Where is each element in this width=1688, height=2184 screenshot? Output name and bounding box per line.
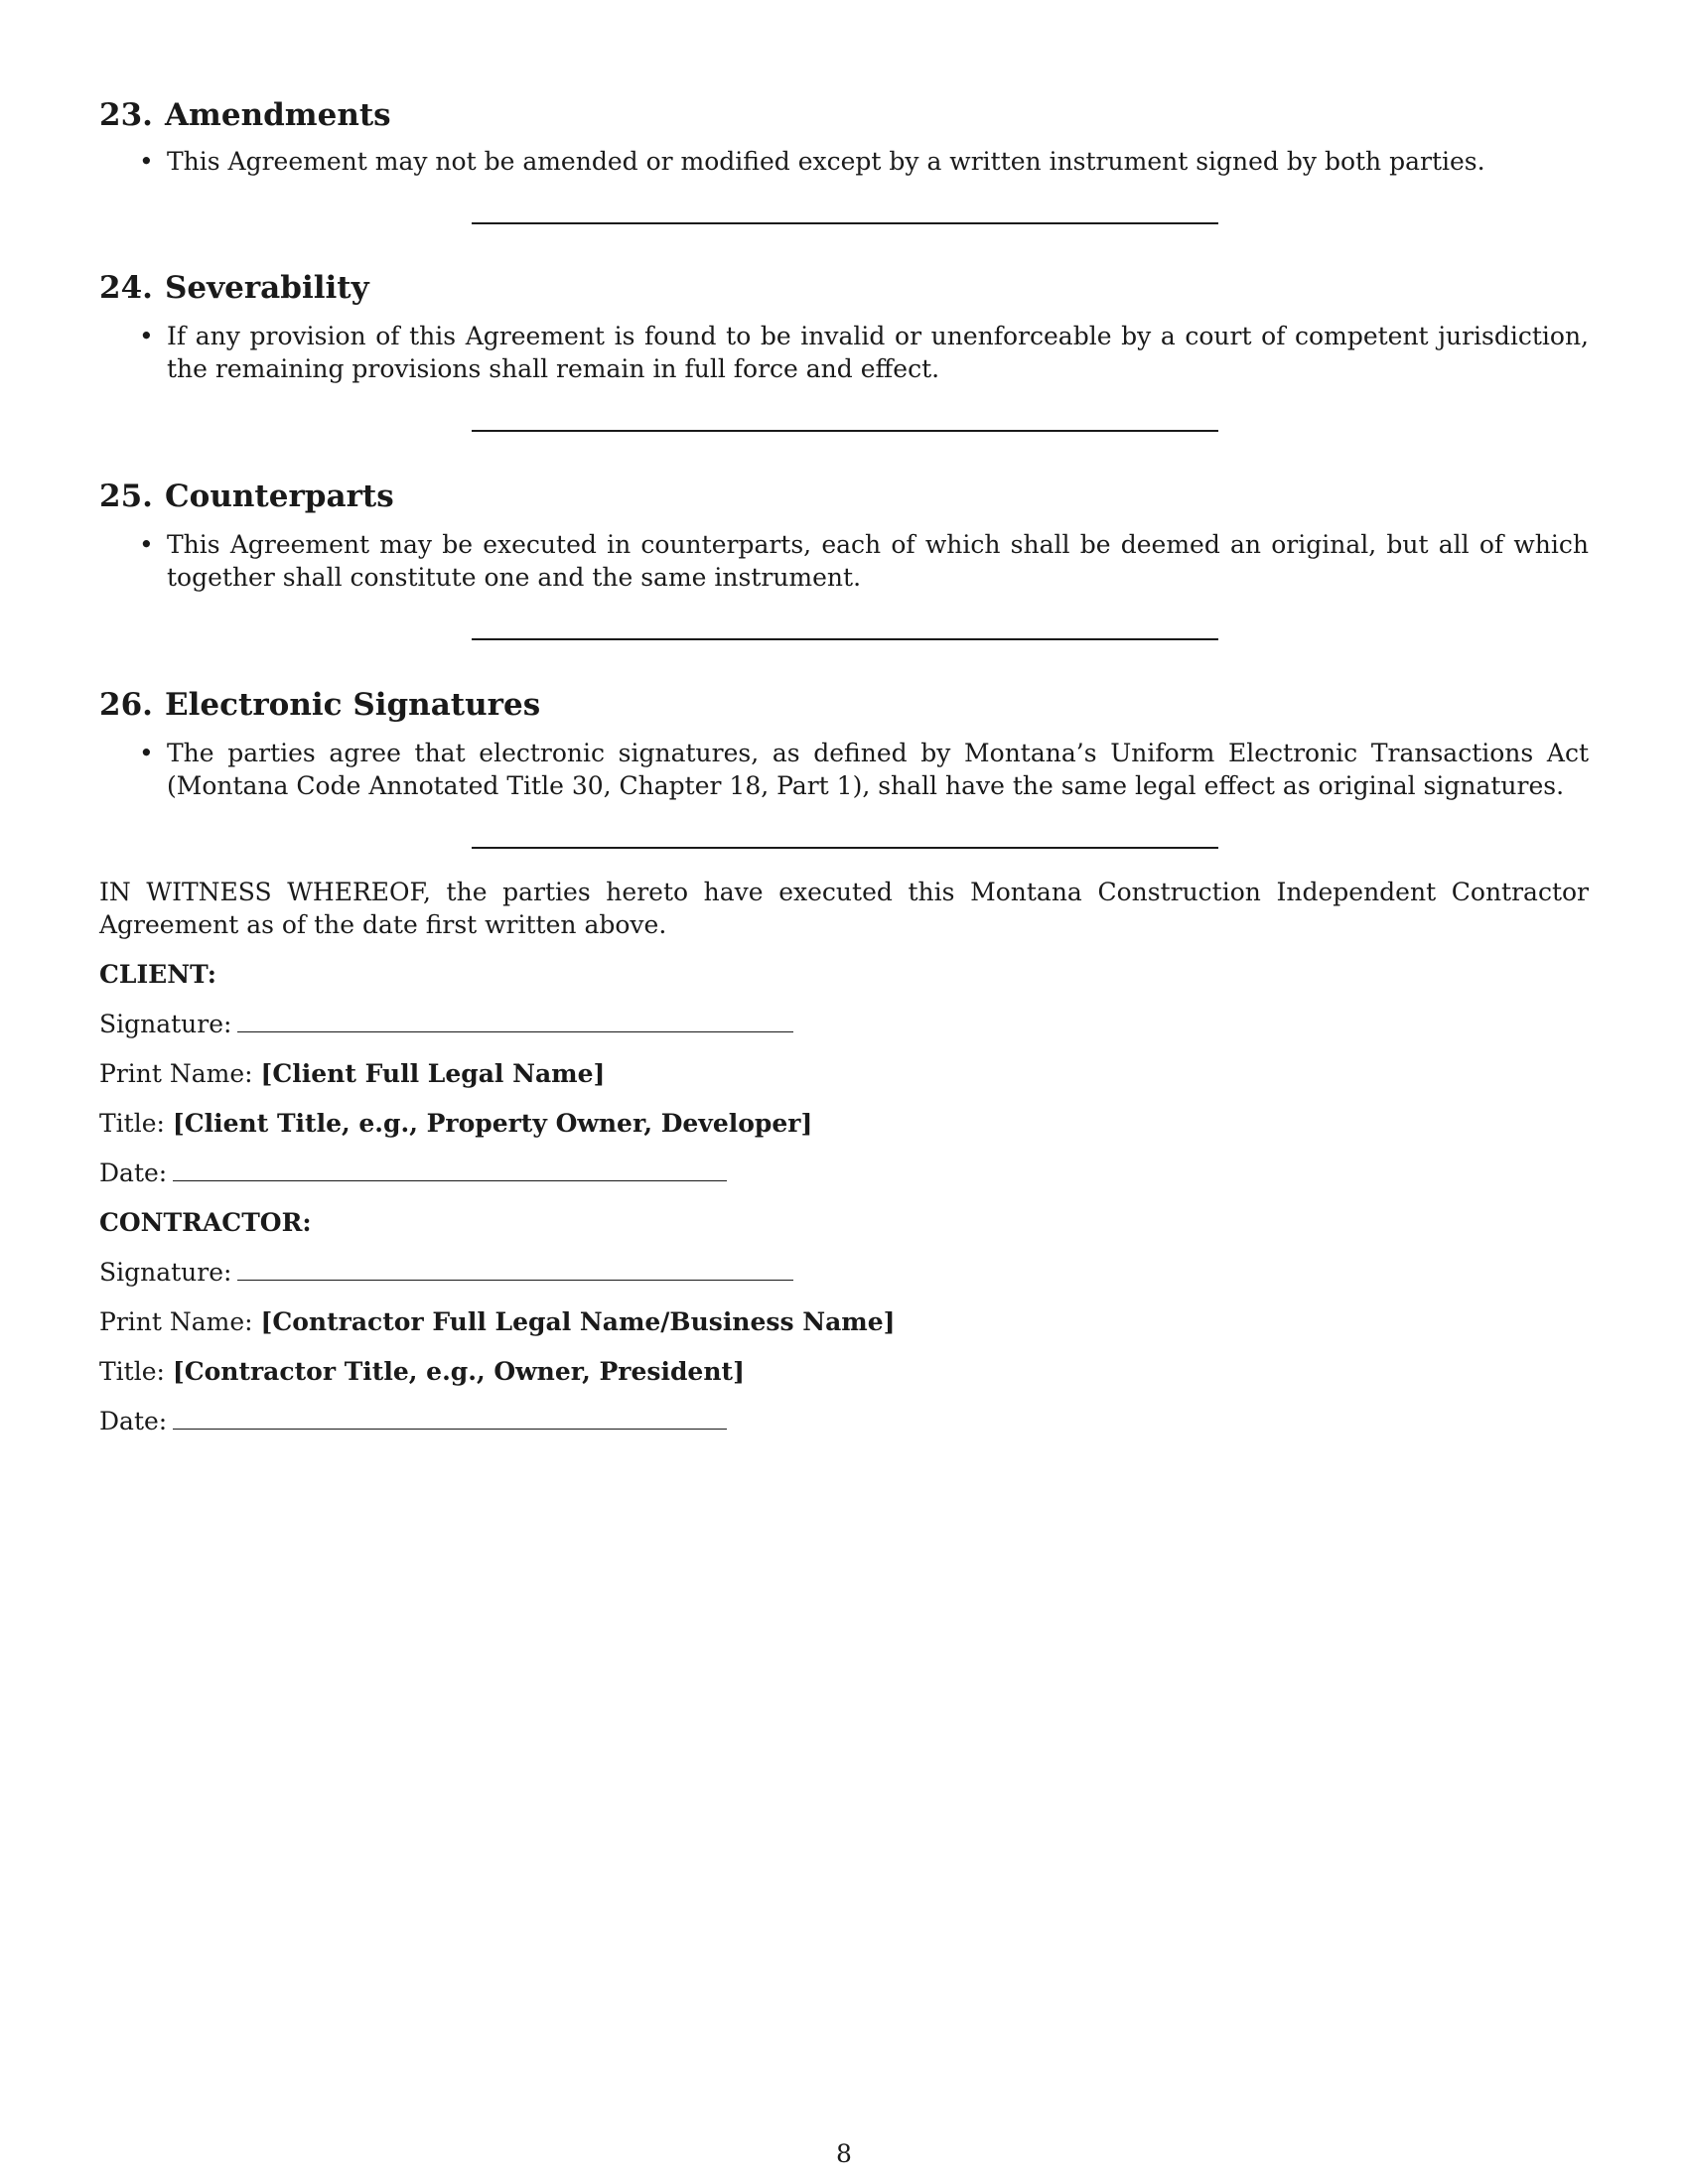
bullet-text: If any provision of this Agreement is found to be invalid or unenforceable by a court of competent jurisdiction, the remaining provisions shall remain in full force and effect. [167, 322, 1589, 383]
bullet-list [99, 320, 1589, 385]
section-heading [99, 477, 1589, 516]
section-title: Electronic Signatures [165, 687, 541, 723]
witness-paragraph: IN WITNESS WHEREOF, the parties hereto have executed this Montana Construction Independent Contractor Agreement as of the date first written above. [99, 878, 1589, 939]
client-signature-field[interactable] [237, 1008, 793, 1032]
title-label: Title: [99, 1357, 165, 1386]
section-24 [99, 268, 1589, 385]
section-number: 24. [99, 270, 153, 306]
section-number: 25. [99, 478, 153, 514]
contractor-signature-row [99, 1256, 793, 1289]
client-signature-row [99, 1008, 793, 1040]
bullet-list [99, 528, 1589, 594]
section-title: Counterparts [165, 478, 394, 514]
section-number: 23. [99, 97, 153, 133]
section-divider [472, 222, 1218, 224]
section-heading [99, 268, 1589, 308]
contractor-title-value: [Contractor Title, e.g., Owner, President] [172, 1357, 745, 1386]
section-divider [472, 847, 1218, 849]
list-item [99, 737, 1589, 802]
section-heading [99, 685, 1589, 725]
client-print-name-row [99, 1057, 605, 1090]
section-title: Amendments [165, 97, 391, 133]
document-page [99, 0, 1589, 2184]
contractor-date-field[interactable] [173, 1405, 727, 1430]
bullet-text: This Agreement may be executed in counterparts, each of which shall be deemed an original, but all of which together shall constitute one and the same instrument. [167, 530, 1589, 592]
signature-label: Signature: [99, 1010, 232, 1038]
date-label: Date: [99, 1159, 168, 1187]
section-26 [99, 685, 1589, 802]
print-name-label: Print Name: [99, 1059, 253, 1088]
bullet-icon: • [139, 322, 154, 350]
print-name-label: Print Name: [99, 1307, 253, 1336]
contractor-print-name-value: [Contractor Full Legal Name/Business Name] [260, 1307, 896, 1336]
client-date-field[interactable] [173, 1157, 727, 1181]
list-item [99, 320, 1589, 385]
client-title-value: [Client Title, e.g., Property Owner, Developer] [172, 1109, 813, 1138]
contractor-date-row [99, 1405, 727, 1437]
section-divider [472, 638, 1218, 640]
bullet-text: This Agreement may not be amended or modified except by a written instrument signed by both parties. [167, 147, 1485, 176]
bullet-list [99, 737, 1589, 802]
contractor-signature-field[interactable] [237, 1256, 793, 1281]
client-date-row [99, 1157, 727, 1189]
bullet-icon: • [139, 147, 154, 176]
section-heading [99, 95, 1589, 135]
signature-label: Signature: [99, 1258, 232, 1287]
title-label: Title: [99, 1109, 165, 1138]
section-divider [472, 430, 1218, 432]
contractor-heading: CONTRACTOR: [99, 1208, 312, 1237]
contractor-title-row [99, 1355, 745, 1388]
bullet-list [99, 145, 1589, 178]
section-number: 26. [99, 687, 153, 723]
page-number: 8 [836, 2139, 852, 2168]
section-25 [99, 477, 1589, 594]
client-title-row [99, 1107, 812, 1140]
section-title: Severability [165, 270, 369, 306]
list-item [99, 145, 1589, 178]
list-item [99, 528, 1589, 594]
client-print-name-value: [Client Full Legal Name] [260, 1059, 606, 1088]
client-heading: CLIENT: [99, 960, 217, 989]
bullet-text: The parties agree that electronic signatures, as defined by Montana’s Uniform Electronic Transactions Act (Montana Code Annotated Title 30, Chapter 18, Part 1), shall have the same legal effect as original signatures. [167, 739, 1589, 800]
bullet-icon: • [139, 530, 154, 559]
date-label: Date: [99, 1407, 168, 1435]
contractor-print-name-row [99, 1305, 895, 1338]
bullet-icon: • [139, 739, 154, 767]
section-23 [99, 95, 1589, 178]
